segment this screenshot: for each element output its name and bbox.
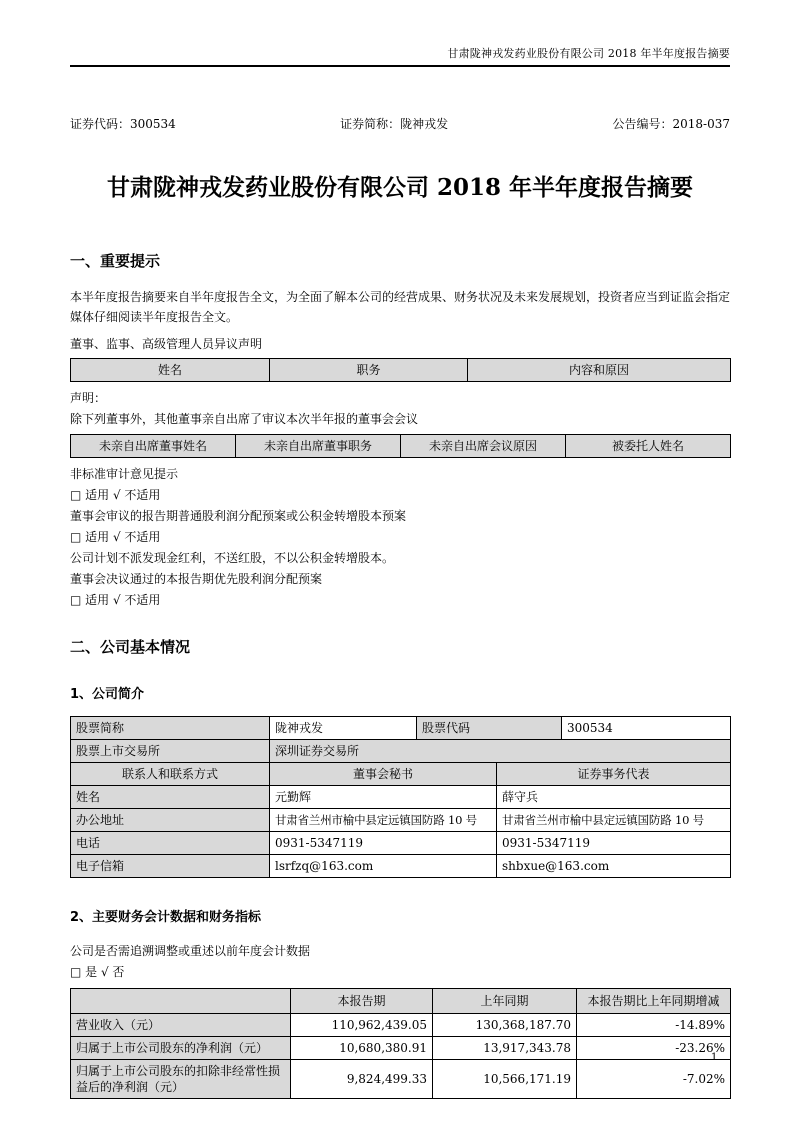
net-profit-current: 10,680,380.91 xyxy=(291,1037,433,1060)
revenue-prior: 130,368,187.70 xyxy=(433,1014,577,1037)
finance-col-prior: 上年同期 xyxy=(433,989,577,1014)
finance-row-deducted-profit xyxy=(71,1060,731,1099)
representative-phone: 0931-5347119 xyxy=(497,832,731,855)
stock-short-name-value: 陇神戎发 xyxy=(270,717,417,740)
section-2-heading: 二、公司基本情况 xyxy=(70,638,191,656)
applicable-checkline-1: □ 适用 √ 不适用 xyxy=(70,488,161,502)
yes-no-checkline: □ 是 √ 否 xyxy=(70,965,125,979)
contact-col-representative: 证券事务代表 xyxy=(497,763,731,786)
deducted-profit-label: 归属于上市公司股东的扣除非经常性损益后的净利润（元） xyxy=(71,1060,291,1099)
announcement-number-text: 公告编号：2018-037 xyxy=(612,117,730,131)
contact-col-label: 联系人和联系方式 xyxy=(71,763,270,786)
absence-table-header-row xyxy=(71,435,731,458)
absence-col-position: 未亲自出席董事职务 xyxy=(236,435,401,458)
secretary-email: lsrfzq@163.com xyxy=(270,855,497,878)
net-profit-prior: 13,917,343.78 xyxy=(433,1037,577,1060)
statement-label: 声明： xyxy=(70,391,107,405)
deducted-profit-current: 9,824,499.33 xyxy=(291,1060,433,1099)
contact-email-label: 电子信箱 xyxy=(71,855,270,878)
revenue-label: 营业收入（元） xyxy=(71,1014,291,1037)
stock-short-name-text: 证券简称：陇神戎发 xyxy=(340,117,449,131)
company-profile-heading: 1、公司简介 xyxy=(70,687,145,702)
finance-col-current: 本报告期 xyxy=(291,989,433,1014)
absence-table xyxy=(70,434,731,458)
representative-address: 甘肃省兰州市榆中县定远镇国防路 10 号 xyxy=(497,809,731,832)
section-1-heading: 一、重要提示 xyxy=(70,252,161,270)
contact-table xyxy=(70,762,731,878)
finance-row-net-profit xyxy=(71,1037,731,1060)
dissent-statement-label: 董事、监事、高级管理人员异议声明 xyxy=(70,337,263,351)
representative-email: shbxue@163.com xyxy=(497,855,731,878)
stock-code-value: 300534 xyxy=(562,717,731,740)
finance-table xyxy=(70,988,731,1099)
dissent-table-header-row xyxy=(71,359,731,382)
secretary-phone: 0931-5347119 xyxy=(270,832,497,855)
dissent-col-reason: 内容和原因 xyxy=(468,359,731,382)
contact-col-secretary: 董事会秘书 xyxy=(270,763,497,786)
net-profit-label: 归属于上市公司股东的净利润（元） xyxy=(71,1037,291,1060)
applicable-checkline-3: □ 适用 √ 不适用 xyxy=(70,593,161,607)
absence-col-delegate: 被委托人姓名 xyxy=(566,435,731,458)
restate-question: 公司是否需追溯调整或重述以前年度会计数据 xyxy=(70,944,311,958)
contact-address-label: 办公地址 xyxy=(71,809,270,832)
finance-col-change: 本报告期比上年同期增减 xyxy=(577,989,731,1014)
meta-row xyxy=(70,115,730,132)
contact-phone-label: 电话 xyxy=(71,832,270,855)
representative-name: 薛守兵 xyxy=(497,786,731,809)
contact-row-name xyxy=(71,786,731,809)
dissent-table xyxy=(70,358,731,382)
page-title: 甘肃陇神戎发药业股份有限公司 2018 年半年度报告摘要 xyxy=(106,174,694,201)
nonstandard-audit-label: 非标准审计意见提示 xyxy=(70,467,179,481)
page-number: 1 xyxy=(711,1052,718,1063)
dividend-plan-label: 董事会审议的报告期普通股利润分配预案或公积金转增股本预案 xyxy=(70,509,407,523)
deducted-profit-change: -7.02% xyxy=(577,1060,731,1099)
company-profile-table xyxy=(70,716,731,763)
contact-row-phone xyxy=(71,832,731,855)
stock-short-name-label: 股票简称 xyxy=(71,717,270,740)
contact-row-email xyxy=(71,855,731,878)
contact-header-row xyxy=(71,763,731,786)
no-dividend-note: 公司计划不派发现金红利，不送红股，不以公积金转增股本。 xyxy=(70,551,395,565)
finance-col-blank xyxy=(71,989,291,1014)
running-header xyxy=(70,0,730,67)
contact-name-label: 姓名 xyxy=(71,786,270,809)
finance-heading: 2、主要财务会计数据和财务指标 xyxy=(70,910,262,925)
finance-row-revenue xyxy=(71,1014,731,1037)
stock-code-text: 证券代码：300534 xyxy=(70,117,176,131)
exchange-value: 深圳证券交易所 xyxy=(270,740,731,763)
dissent-col-name: 姓名 xyxy=(71,359,270,382)
running-header-text: 甘肃陇神戎发药业股份有限公司 2018 年半年度报告摘要 xyxy=(447,47,730,60)
preferred-dividend-label: 董事会决议通过的本报告期优先股利润分配预案 xyxy=(70,572,323,586)
finance-header-row xyxy=(71,989,731,1014)
dissent-col-position: 职务 xyxy=(270,359,468,382)
applicable-checkline-2: □ 适用 √ 不适用 xyxy=(70,530,161,544)
intro-paragraph: 本半年度报告摘要来自半年度报告全文，为全面了解本公司的经营成果、财务状况及未来发展规划，投资者应当到证监会指定媒体仔细阅读半年度报告全文。 xyxy=(70,290,731,324)
attendance-note: 除下列董事外，其他董事亲自出席了审议本次半年报的董事会会议 xyxy=(70,412,419,426)
profile-row-stock xyxy=(71,717,731,740)
exchange-label: 股票上市交易所 xyxy=(71,740,270,763)
absence-col-name: 未亲自出席董事姓名 xyxy=(71,435,236,458)
revenue-current: 110,962,439.05 xyxy=(291,1014,433,1037)
absence-col-reason: 未亲自出席会议原因 xyxy=(401,435,566,458)
net-profit-change: -23.26% xyxy=(577,1037,731,1060)
contact-row-address xyxy=(71,809,731,832)
profile-row-exchange xyxy=(71,740,731,763)
stock-code-label: 股票代码 xyxy=(417,717,562,740)
secretary-address: 甘肃省兰州市榆中县定远镇国防路 10 号 xyxy=(270,809,497,832)
revenue-change: -14.89% xyxy=(577,1014,731,1037)
deducted-profit-prior: 10,566,171.19 xyxy=(433,1060,577,1099)
secretary-name: 元勤辉 xyxy=(270,786,497,809)
